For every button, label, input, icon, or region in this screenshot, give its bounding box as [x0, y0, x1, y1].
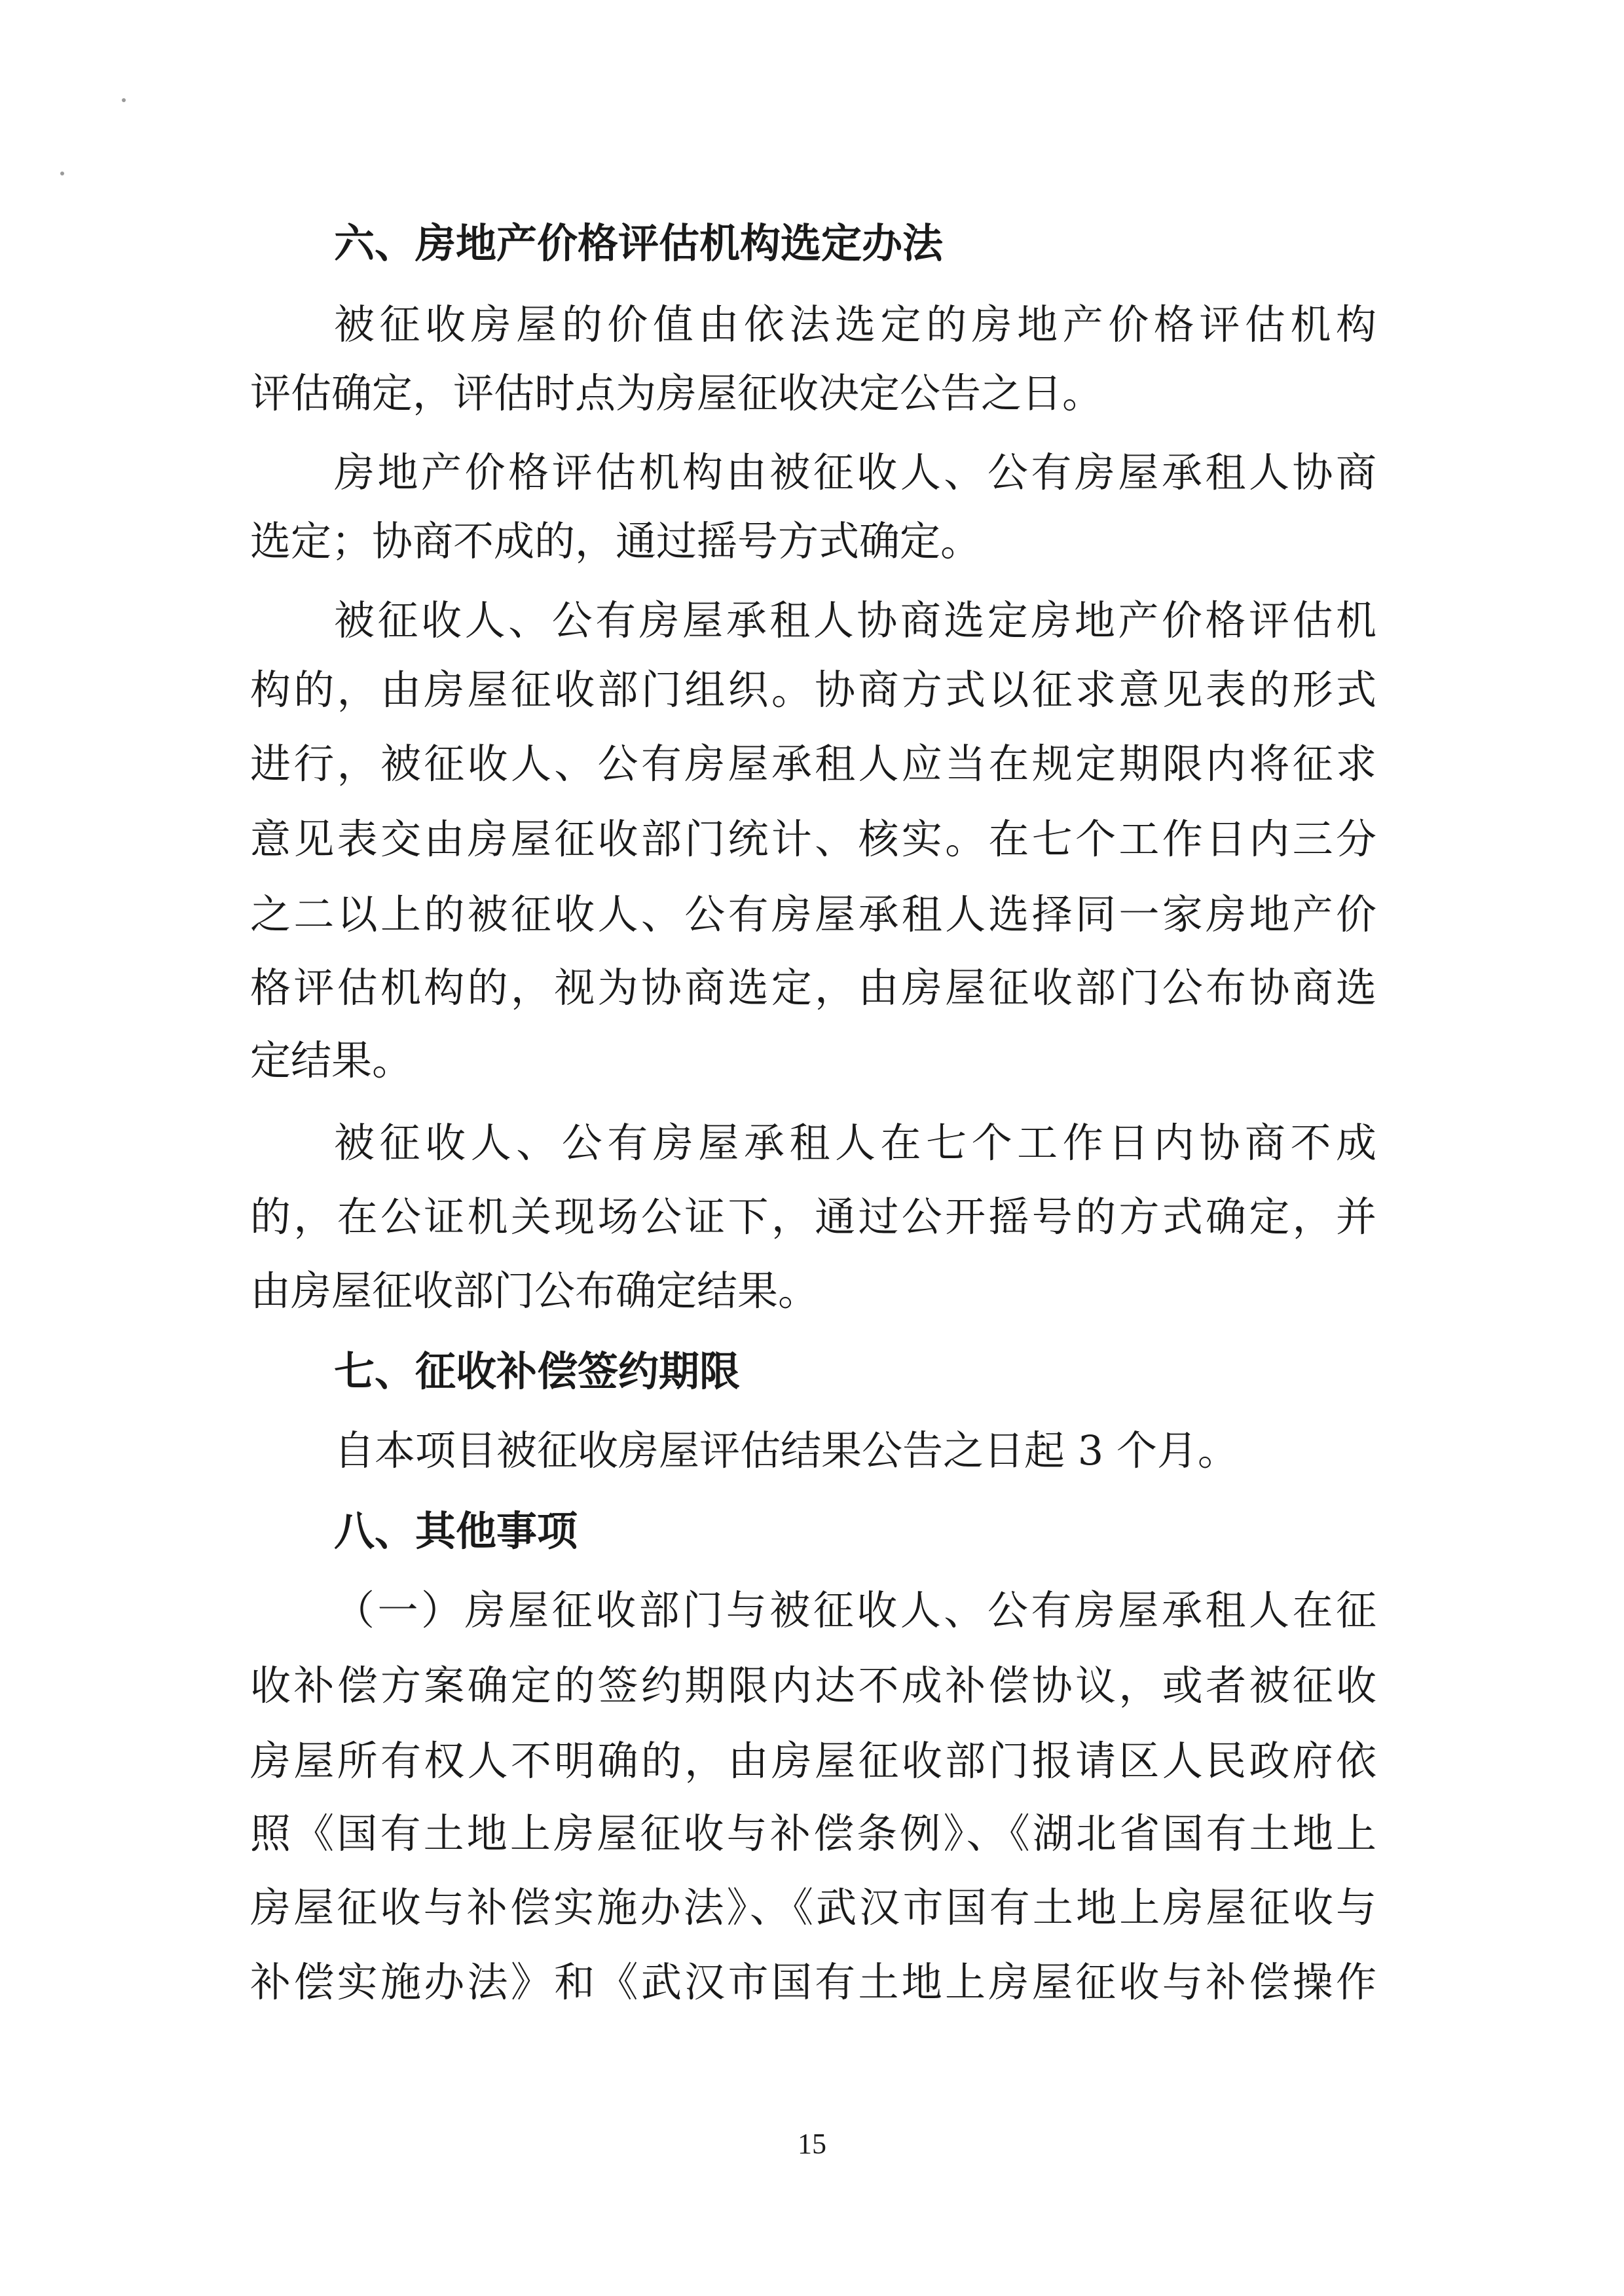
scan-speck: [60, 172, 64, 175]
paragraph-line: 构的，由房屋征收部门组织。协商方式以征求意见表的形式: [250, 666, 1376, 714]
paragraph-line: 的，在公证机关现场公证下，通过公开摇号的方式确定，并: [250, 1193, 1376, 1241]
paragraph-line: 被征收人、公有房屋承租人协商选定房地产价格评估机: [334, 596, 1376, 644]
paragraph-line: 之二以上的被征收人、公有房屋承租人选择同一家房地产价: [250, 890, 1376, 938]
paragraph-line: 意见表交由房屋征收部门统计、核实。在七个工作日内三分: [250, 815, 1376, 863]
paragraph-line: 被征收人、公有房屋承租人在七个工作日内协商不成: [334, 1119, 1376, 1167]
paragraph-line: 格评估机构的，视为协商选定，由房屋征收部门公布协商选: [250, 964, 1376, 1011]
scan-speck: [122, 98, 126, 102]
paragraph-line: 被征收房屋的价值由依法选定的房地产价格评估机构: [334, 301, 1376, 348]
section-heading-seven: 七、征收补偿签约期限: [334, 1347, 741, 1395]
paragraph-line: 选定；协商不成的，通过摇号方式确定。: [250, 517, 982, 565]
section-heading-eight: 八、其他事项: [334, 1507, 578, 1555]
section-heading-six: 六、房地产价格评估机构选定办法: [334, 219, 944, 267]
page-number: 15: [798, 2128, 826, 2160]
paragraph-line: 照《国有土地上房屋征收与补偿条例》、《湖北省国有土地上: [250, 1810, 1376, 1857]
paragraph-line: 房屋所有权人不明确的，由房屋征收部门报请区人民政府依: [250, 1737, 1376, 1785]
paragraph-line: 自本项目被征收房屋评估结果公告之日起 3 个月。: [334, 1427, 1238, 1474]
paragraph-line: （一）房屋征收部门与被征收人、公有房屋承租人在征: [334, 1586, 1376, 1634]
paragraph-line: 房地产价格评估机构由被征收人、公有房屋承租人协商: [334, 448, 1376, 496]
paragraph-line: 由房屋征收部门公布确定结果。: [250, 1267, 819, 1315]
paragraph-line: 评估确定，评估时点为房屋征收决定公告之日。: [250, 369, 1103, 417]
paragraph-line: 房屋征收与补偿实施办法》、《武汉市国有土地上房屋征收与: [250, 1884, 1376, 1931]
paragraph-line: 进行，被征收人、公有房屋承租人应当在规定期限内将征求: [250, 740, 1376, 788]
paragraph-line: 补偿实施办法》和《武汉市国有土地上房屋征收与补偿操作: [250, 1958, 1376, 2006]
paragraph-line: 定结果。: [250, 1036, 413, 1084]
paragraph-line: 收补偿方案确定的签约期限内达不成补偿协议，或者被征收: [250, 1662, 1376, 1709]
